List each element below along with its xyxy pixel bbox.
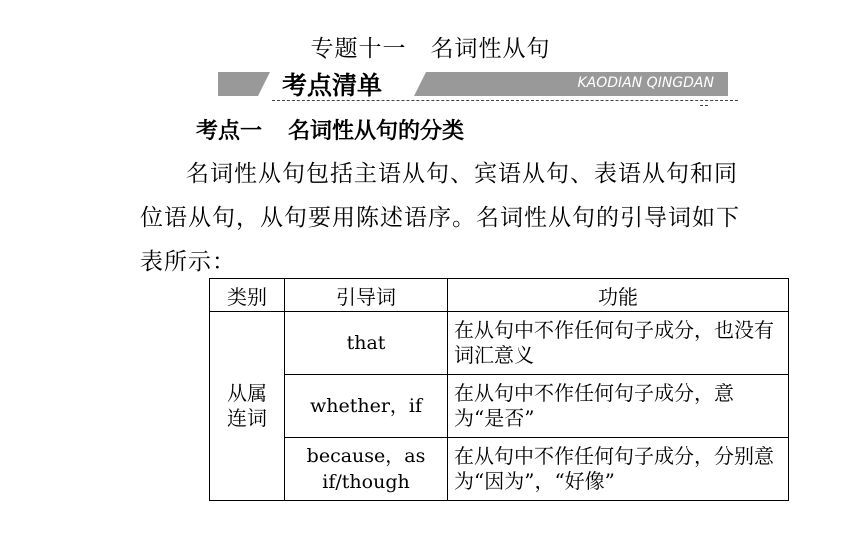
- section-number: 考点一: [196, 119, 263, 144]
- connector-cell: whether，if: [285, 375, 448, 438]
- connector-cell: that: [285, 312, 448, 375]
- banner-right-bar: [426, 72, 728, 96]
- header-category: 类别: [210, 279, 285, 312]
- function-cell: 在从句中不作任何句子成分，分别意为“因为”，“好像”: [448, 438, 789, 501]
- section-title: 名词性从句的分类: [288, 119, 465, 144]
- banner-dotted-line: [272, 100, 738, 101]
- table-row: [210, 438, 789, 501]
- function-cell: 在从句中不作任何句子成分，意为“是否”: [448, 375, 789, 438]
- section-banner: [218, 66, 738, 106]
- connector-cell: [285, 438, 448, 501]
- table-row: [210, 375, 789, 438]
- category-text: 从属连词: [227, 381, 267, 430]
- banner-english: KAODIAN QINGDAN: [577, 75, 714, 91]
- header-function: 功能: [448, 279, 789, 312]
- intro-paragraph: 名词性从句包括主语从句、宾语从句、表语从句和同位语从句，从句要用陈述语序。名词性从句的引导词如下表所示：: [140, 161, 740, 275]
- connector-text: because，as if/though: [306, 445, 426, 493]
- banner-label: 考点清单: [282, 71, 383, 100]
- banner-left-bar: [218, 72, 258, 96]
- section-heading: [196, 114, 464, 145]
- table-row: [210, 312, 789, 375]
- page-title: 专题十一 名词性从句: [310, 36, 551, 62]
- connector-table: [209, 278, 789, 501]
- function-cell: 在从句中不作任何句子成分，也没有词汇意义: [448, 312, 789, 375]
- banner-dotted-tick: [700, 100, 708, 106]
- category-cell: [210, 312, 285, 501]
- header-connector: 引导词: [285, 279, 448, 312]
- table-header-row: [210, 279, 789, 312]
